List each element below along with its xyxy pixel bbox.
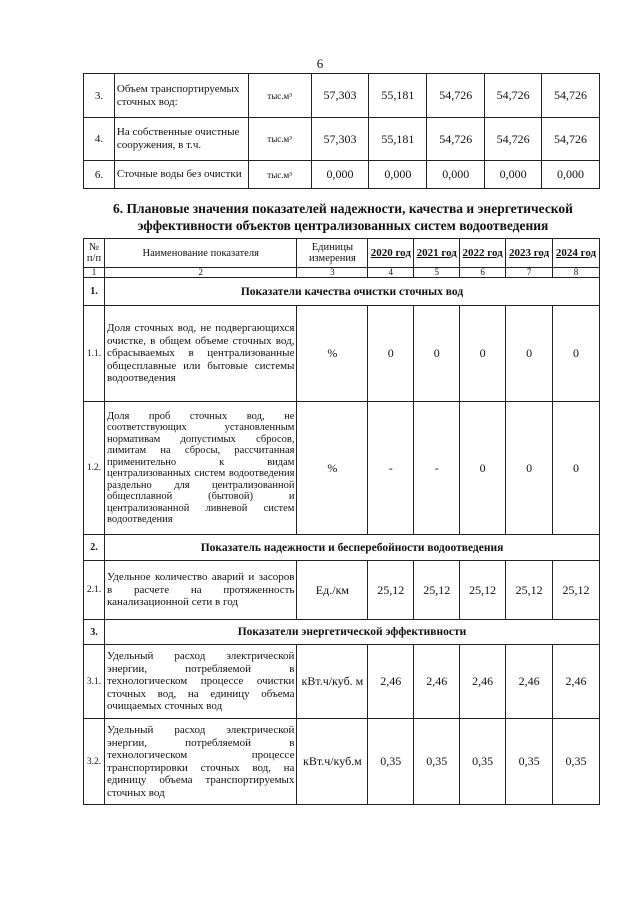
value-cell: 0: [506, 402, 553, 535]
column-number: 3: [297, 268, 368, 278]
header-unit: Единицы измерения: [297, 239, 368, 268]
table-row: [84, 118, 600, 161]
header-row: [84, 239, 600, 268]
header-year: 2023 год: [506, 239, 553, 268]
row-unit: тыс.м³: [248, 74, 311, 118]
row-unit: %: [297, 402, 368, 535]
section-row: [84, 620, 600, 645]
column-number: 8: [553, 268, 600, 278]
table-row: [84, 402, 600, 535]
value-cell: 2,46: [460, 645, 506, 719]
header-year: 2020 год: [368, 239, 414, 268]
value-cell: -: [414, 402, 460, 535]
value-cell: -: [368, 402, 414, 535]
value-cell: 2,46: [368, 645, 414, 719]
value-cell: 55,181: [369, 74, 427, 118]
table-row: [84, 161, 600, 189]
row-unit: кВт.ч/куб.м: [297, 719, 368, 805]
table-row: [84, 74, 600, 118]
value-cell: 0: [460, 402, 506, 535]
value-cell: 57,303: [311, 74, 369, 118]
row-description: Доля сточных вод, не подвергающихся очистке, в общем объеме сточных вод, сбрасываемых в централизованные общесплавные или бытовые системы водоотведения: [104, 306, 296, 402]
section-heading: Показатели качества очистки сточных вод: [104, 278, 599, 306]
indicators-table: [83, 238, 600, 805]
value-cell: 0: [553, 402, 600, 535]
section-row: [84, 535, 600, 561]
row-number: 1.1.: [84, 306, 105, 402]
value-cell: 0,35: [368, 719, 414, 805]
column-number: 7: [506, 268, 553, 278]
value-cell: 0: [368, 306, 414, 402]
section-number: 1.: [84, 278, 105, 306]
row-unit: тыс.м³: [248, 118, 311, 161]
value-cell: 0,35: [506, 719, 553, 805]
row-description: Удельное количество аварий и засоров в расчете на протяженность канализационной сети в год: [104, 561, 296, 620]
row-name: Сточные воды без очистки: [114, 161, 248, 189]
row-description: Удельный расход электрической энергии, потребляемой в технологическом процессе очистки сточных вод, на единицу объема очищаемых сточных вод: [104, 645, 296, 719]
header-name: Наименование показателя: [104, 239, 296, 268]
row-unit: тыс.м³: [248, 161, 311, 189]
header-year: 2021 год: [414, 239, 460, 268]
row-number: 2.1.: [84, 561, 105, 620]
value-cell: 25,12: [414, 561, 460, 620]
table-row: [84, 645, 600, 719]
value-cell: 0: [414, 306, 460, 402]
column-number-row: [84, 268, 600, 278]
section-number: 3.: [84, 620, 105, 645]
row-number: 4.: [84, 118, 115, 161]
column-number: 2: [104, 268, 296, 278]
section-title: 6. Плановые значения показателей надежности, качества и энергетической эффективности объектов централизованных систем водоотведения: [113, 201, 573, 233]
value-cell: 2,46: [553, 645, 600, 719]
table-row: [84, 561, 600, 620]
value-cell: 54,726: [427, 118, 485, 161]
value-cell: 25,12: [553, 561, 600, 620]
value-cell: 0,35: [414, 719, 460, 805]
row-number: 3.1.: [84, 645, 105, 719]
value-cell: 54,726: [542, 118, 600, 161]
value-cell: 0,35: [460, 719, 506, 805]
column-number: 4: [368, 268, 414, 278]
header-year: 2024 год: [553, 239, 600, 268]
section-number: 2.: [84, 535, 105, 561]
section-heading: Показатели энергетической эффективности: [104, 620, 599, 645]
value-cell: 54,726: [485, 74, 542, 118]
row-unit: Ед./км: [297, 561, 368, 620]
value-cell: 0,000: [369, 161, 427, 189]
row-unit: %: [297, 306, 368, 402]
column-number: 1: [84, 268, 105, 278]
section-heading: Показатель надежности и бесперебойности водоотведения: [104, 535, 599, 561]
table-row: [84, 719, 600, 805]
row-unit: кВт.ч/куб. м: [297, 645, 368, 719]
value-cell: 54,726: [485, 118, 542, 161]
page-number: 6: [316, 56, 324, 71]
value-cell: 0,000: [427, 161, 485, 189]
value-cell: 25,12: [460, 561, 506, 620]
value-cell: 25,12: [506, 561, 553, 620]
value-cell: 54,726: [542, 74, 600, 118]
value-cell: 2,46: [506, 645, 553, 719]
row-number: 1.2.: [84, 402, 105, 535]
value-cell: 2,46: [414, 645, 460, 719]
value-cell: 0: [506, 306, 553, 402]
value-cell: 0,000: [542, 161, 600, 189]
row-description: Доля проб сточных вод, не соответствующих установленным нормативам допустимых сбросов, лимитам на сбросы, рассчитанная применительно к видам централизованных систем водоотведения раздельно для централизованной общесплавной (бытовой) и централизованной ливневой систем водоотведения: [104, 402, 296, 535]
row-number: 3.2.: [84, 719, 105, 805]
value-cell: 54,726: [427, 74, 485, 118]
value-cell: 55,181: [369, 118, 427, 161]
value-cell: 0: [553, 306, 600, 402]
value-cell: 0,000: [485, 161, 542, 189]
volume-table: [83, 73, 600, 189]
row-description: Удельный расход электрической энергии, потребляемой в технологическом процессе транспортировки сточных вод, на единицу объема транспортируемых сточных вод: [104, 719, 296, 805]
value-cell: 25,12: [368, 561, 414, 620]
row-number: 3.: [84, 74, 115, 118]
row-name: Объем транспортируемых сточных вод:: [114, 74, 248, 118]
header-number: № п/п: [84, 239, 105, 268]
header-year: 2022 год: [460, 239, 506, 268]
column-number: 5: [414, 268, 460, 278]
section-row: [84, 278, 600, 306]
value-cell: 0: [460, 306, 506, 402]
column-number: 6: [460, 268, 506, 278]
row-name: На собственные очистные сооружения, в т.ч.: [114, 118, 248, 161]
value-cell: 57,303: [311, 118, 369, 161]
value-cell: 0,35: [553, 719, 600, 805]
table-row: [84, 306, 600, 402]
value-cell: 0,000: [311, 161, 369, 189]
row-number: 6.: [84, 161, 115, 189]
